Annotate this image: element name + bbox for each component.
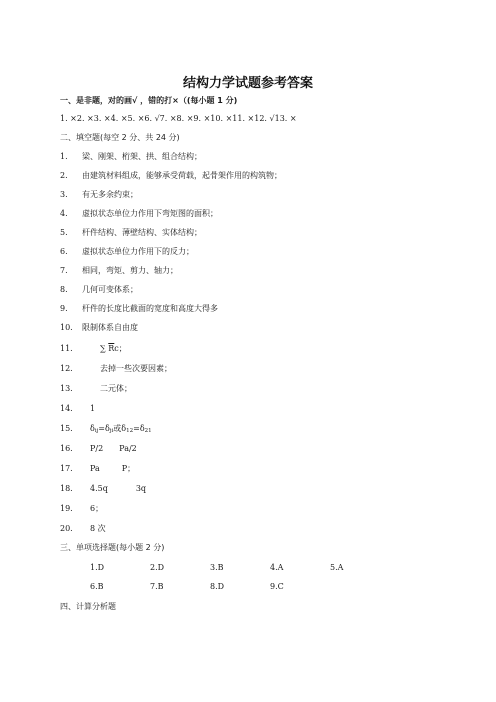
answer-b: 3q bbox=[135, 484, 147, 493]
fill-item-16 bbox=[60, 444, 137, 454]
choice-answer: 4.A bbox=[270, 563, 284, 572]
reaction-symbol: $\overline{R}$ bbox=[108, 344, 115, 353]
item-number: 16. bbox=[60, 444, 73, 453]
item-number: 18. bbox=[60, 484, 73, 493]
fill-item-1 bbox=[60, 152, 202, 162]
item-text: 虚拟状态单位力作用下弯矩图的面积； bbox=[82, 209, 218, 218]
item-number: 8. bbox=[60, 285, 68, 294]
choice-answer: 8.D bbox=[210, 582, 225, 591]
fill-item-18 bbox=[60, 484, 146, 494]
fill-item-2 bbox=[60, 171, 282, 181]
fill-item-8 bbox=[60, 285, 138, 295]
sum-symbol: ∑ bbox=[100, 344, 106, 353]
fill-item-17 bbox=[60, 464, 135, 474]
item-text: 有无多余约束； bbox=[82, 190, 138, 199]
item-text: 6； bbox=[90, 504, 104, 513]
item-number: 14. bbox=[60, 404, 73, 413]
item-text: c； bbox=[114, 344, 127, 353]
fill-item-14 bbox=[60, 404, 95, 414]
item-text: 杆件结构、薄壁结构、实体结构； bbox=[82, 228, 202, 237]
item-text: 由建筑材料组成，能够承受荷载，起骨架作用的构筑物； bbox=[82, 171, 282, 180]
subscript: 12 bbox=[126, 428, 134, 434]
item-text: 限制体系自由度 bbox=[82, 323, 138, 332]
fill-item-13 bbox=[60, 384, 132, 394]
fill-item-9 bbox=[60, 304, 218, 314]
item-number: 9. bbox=[60, 304, 68, 313]
delta-symbol: δ bbox=[90, 424, 95, 433]
item-number: 12. bbox=[60, 364, 73, 373]
fill-item-7 bbox=[60, 266, 178, 276]
choice-answer: 7.B bbox=[150, 582, 164, 591]
subscript: 21 bbox=[144, 428, 152, 434]
fill-item-20 bbox=[60, 524, 106, 534]
item-number: 19. bbox=[60, 504, 73, 513]
item-number: 11. bbox=[60, 344, 73, 353]
subscript: ji bbox=[109, 428, 114, 434]
item-text: 去掉一些次要因素； bbox=[100, 364, 172, 373]
item-number: 7. bbox=[60, 266, 68, 275]
fill-item-12 bbox=[60, 364, 172, 374]
item-number: 2. bbox=[60, 171, 68, 180]
item-number: 6. bbox=[60, 247, 68, 256]
section1-answers: 1. ×2. ×3. ×4. ×5. ×6. √7. ×8. ×9. ×10. ×11. ×12. √13. × bbox=[60, 114, 297, 123]
delta-symbol: =δ bbox=[133, 424, 145, 433]
section1-heading: 一、是非题，对的画√ ，错的打×（(每小题 1 分) bbox=[60, 96, 238, 105]
item-number: 1. bbox=[60, 152, 68, 161]
section3-heading: 三、单项选择题(每小题 2 分) bbox=[60, 543, 165, 552]
fill-item-10 bbox=[60, 323, 138, 333]
item-number: 13. bbox=[60, 384, 73, 393]
item-number: 5. bbox=[60, 228, 68, 237]
answer-a: Pa bbox=[90, 464, 100, 473]
item-text: 1 bbox=[90, 404, 96, 413]
answer-b: Pa/2 bbox=[119, 444, 137, 453]
answer-a: P/2 bbox=[90, 444, 104, 453]
fill-item-19 bbox=[60, 504, 103, 514]
choice-answer: 5.A bbox=[330, 563, 344, 572]
fill-item-5 bbox=[60, 228, 202, 238]
item-text: 虚拟状态单位力作用下的反力； bbox=[82, 247, 194, 256]
item-number: 3. bbox=[60, 190, 68, 199]
choice-answer: 1.D bbox=[90, 563, 105, 572]
choice-answer: 9.C bbox=[270, 582, 284, 591]
item-number: 15. bbox=[60, 424, 73, 433]
item-text: 相同，弯矩、剪力、轴力； bbox=[82, 266, 178, 275]
fill-item-11 bbox=[60, 344, 127, 354]
section4-heading: 四、计算分析题 bbox=[60, 602, 116, 611]
item-text: 二元体； bbox=[100, 384, 132, 393]
item-number: 20. bbox=[60, 524, 73, 533]
item-text: 几何可变体系； bbox=[82, 285, 138, 294]
item-number: 4. bbox=[60, 209, 68, 218]
choice-answer: 3.B bbox=[210, 563, 224, 572]
answer-a: 4.5q bbox=[90, 484, 108, 493]
item-number: 10. bbox=[60, 323, 73, 332]
item-text: 杆件的长度比截面的宽度和高度大得多 bbox=[82, 304, 218, 313]
delta-symbol: 或δ bbox=[113, 424, 127, 433]
page-title: 结构力学试题参考答案 bbox=[182, 76, 313, 91]
delta-symbol: =δ bbox=[98, 424, 110, 433]
choice-answer: 6.B bbox=[90, 582, 104, 591]
section2-heading: 二、填空题(每空 2 分、共 24 分) bbox=[60, 133, 180, 142]
fill-item-4 bbox=[60, 209, 218, 219]
fill-item-6 bbox=[60, 247, 194, 257]
fill-item-15 bbox=[60, 424, 152, 436]
fill-item-3 bbox=[60, 190, 138, 200]
answer-b: P； bbox=[121, 464, 136, 473]
item-text: 梁、刚架、桁架、拱、组合结构； bbox=[82, 152, 202, 161]
item-text: 8 次 bbox=[90, 524, 106, 533]
subscript: ij bbox=[94, 428, 99, 434]
choice-answer: 2.D bbox=[150, 563, 165, 572]
item-number: 17. bbox=[60, 464, 73, 473]
